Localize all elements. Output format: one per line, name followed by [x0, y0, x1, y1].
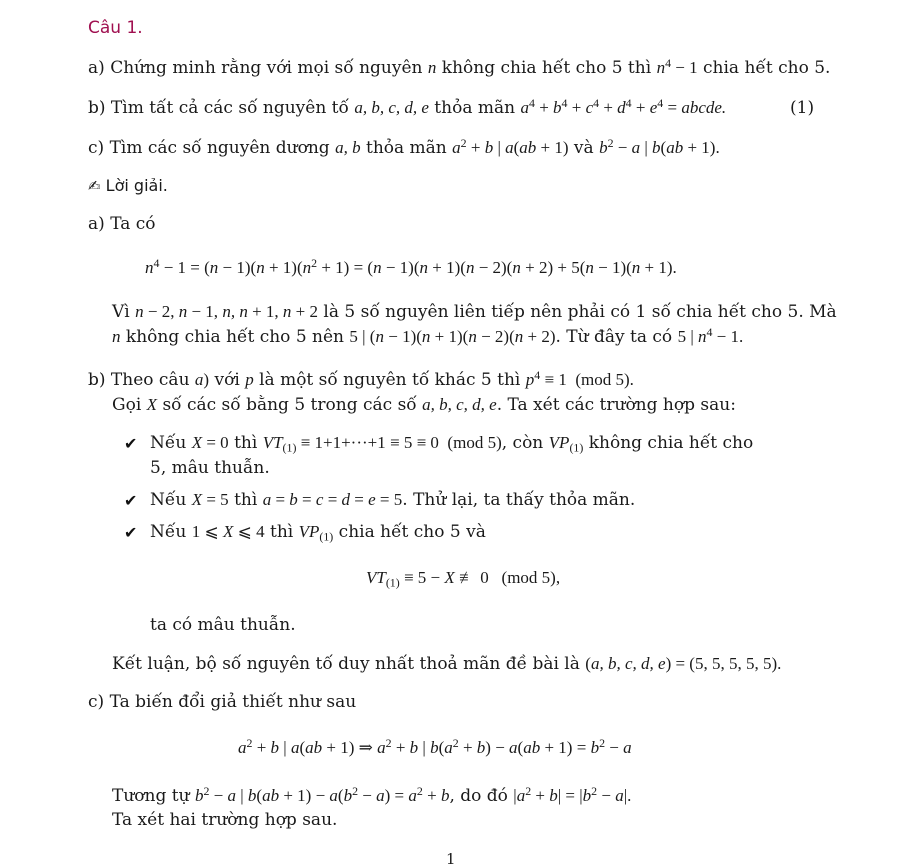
case-3-line: Nếu 1 ⩽ X ⩽ 4 thì $VP_{(1)}$ chia hết cho 5 và — [150, 522, 486, 544]
case-2-text-a: Nếu — [150, 490, 192, 510]
case-2-text-b: thì — [228, 490, 263, 510]
equation-number: (1) — [790, 98, 815, 118]
solution-c-label: c) — [88, 692, 105, 712]
solution-b-label: b) — [88, 370, 106, 390]
question-b-label: b) — [88, 98, 106, 118]
case-1-line-1: Nếu X = 0 thì $VT_{(1)} \equiv 1+1+\cdot\cdot\cdot+1 \equiv 5 \equiv 0$ (mod 5), còn $VP_{(1)}$ không chia hết cho — [150, 433, 754, 455]
case-1-text-d: không chia hết cho — [583, 433, 754, 453]
solution-a-para-1: Vì n − 2, n − 1, n, n + 1, n + 2 là 5 số nguyên liên tiếp nên phải có 1 số chia hết cho 5. Mà — [112, 302, 837, 322]
solution-b-line-2: Gọi X số các số bằng 5 trong các số a, b, c, d, e. Ta xét các trường hợp sau: — [112, 395, 736, 415]
question-c-label: c) — [88, 138, 105, 158]
pencil-icon: ✍ — [88, 177, 101, 195]
solution-title — [88, 176, 168, 195]
solution-c-intro-text: Ta biến đổi giả thiết như sau — [109, 692, 357, 712]
question-c-text-2: thỏa mãn — [360, 138, 453, 158]
case-3-text-b: thì — [264, 522, 299, 542]
case-1-text-c: , còn — [501, 433, 549, 453]
question-c-text-1: Tìm các số nguyên dương — [109, 138, 336, 158]
solution-b-text-1a: Theo câu — [110, 370, 195, 390]
case-3-formula: $VT_{(1)} \equiv 5 - X$ ≢ 0 (mod 5), — [366, 568, 561, 590]
solution-c-text-2: , do đó — [449, 786, 514, 806]
case-3-contradiction: ta có mâu thuẫn. — [150, 615, 296, 635]
solution-a-text-3: không chia hết cho 5 nên — [120, 327, 350, 347]
case-3-text-c: chia hết cho 5 và — [333, 522, 486, 542]
solution-b-text-1b: với — [209, 370, 246, 390]
solution-b-text-1c: là một số nguyên tố khác 5 thì — [253, 370, 526, 390]
solution-b-conclusion: Kết luận, bộ số nguyên tố duy nhất thoả mãn đề bài là (a, b, c, d, e) = (5, 5, 5, 5, 5). — [112, 654, 782, 674]
page-number: 1 — [446, 850, 456, 868]
solution-a-para-2: n không chia hết cho 5 nên 5 | (n − 1)(n + 1)(n − 2)(n + 2). Từ đây ta có 5 | $n^4 - 1$. — [112, 325, 744, 347]
question-a-text-2: không chia hết cho 5 thì — [436, 58, 657, 78]
conclusion-text: Kết luận, bộ số nguyên tố duy nhất thoả mãn đề bài là — [112, 654, 586, 674]
solution-a-formula: $n^4 - 1 = (n - 1)(n + 1)(n^2 + 1) = (n - 1)(n + 1)(n - 2)(n + 2) + 5(n - 1)(n + 1)$. — [145, 256, 677, 277]
case-1-text-a: Nếu — [150, 433, 192, 453]
solution-a-intro — [88, 214, 156, 234]
question-c-text-3: và — [568, 138, 600, 158]
case-2-text-c: . Thử lại, ta thấy thỏa mãn. — [402, 490, 636, 510]
case-1-line-2: 5, mâu thuẫn. — [150, 458, 270, 478]
question-a-text-1: Chứng minh rằng với mọi số nguyên — [110, 58, 428, 78]
solution-b-line-1: b) Theo câu a) với p là một số nguyên tố khác 5 thì $p^4 \equiv 1$ (mod 5). — [88, 368, 634, 390]
question-b-text-2: thỏa mãn — [428, 98, 521, 118]
solution-a-text-1: Vì — [112, 302, 136, 322]
case-1-text-b: thì — [228, 433, 263, 453]
solution-a-text-2: là 5 số nguyên liên tiếp nên phải có 1 số chia hết cho 5. Mà — [318, 302, 837, 322]
question-a: a) Chứng minh rằng với mọi số nguyên n không chia hết cho 5 thì $n^4 - 1$ chia hết cho 5. — [88, 56, 831, 78]
check-icon: ✔ — [124, 434, 138, 453]
case-3-text-a: Nếu — [150, 522, 192, 542]
solution-b-text-2c: . Ta xét các trường hợp sau: — [496, 395, 736, 415]
problem-heading: Câu 1. — [88, 18, 143, 38]
solution-a-label: a) — [88, 214, 105, 234]
solution-c-line-1: Tương tự $b^2 - a$ | $b(ab + 1) - a(b^2 - a) = a^2 + b$, do đó $|a^2 + b| = |b^2 - a|$. — [112, 784, 632, 806]
solution-a-intro-text: Ta có — [110, 214, 156, 234]
solution-a-text-4: . Từ đây ta có — [555, 327, 678, 347]
check-icon: ✔ — [124, 491, 138, 510]
question-b-text-1: Tìm tất cả các số nguyên tố — [110, 98, 355, 118]
solution-b-text-2b: số các số bằng 5 trong các số — [157, 395, 423, 415]
solution-title-text: Lời giải. — [105, 176, 168, 195]
question-b: b) Tìm tất cả các số nguyên tố a, b, c, d, e thỏa mãn $a^4 + b^4 + c^4 + d^4 + e^4$ = abcde. — [88, 96, 727, 118]
case-2-line: Nếu X = 5 thì a = b = c = d = e = 5. Thử lại, ta thấy thỏa mãn. — [150, 490, 636, 510]
check-icon: ✔ — [124, 523, 138, 542]
solution-c-line-2: Ta xét hai trường hợp sau. — [112, 810, 338, 830]
question-c: c) Tìm các số nguyên dương a, b thỏa mãn $a^2 + b$ | a(ab + 1) và $b^2 - a$ | b(ab + 1). — [88, 136, 720, 158]
question-a-label: a) — [88, 58, 105, 78]
question-a-text-3: chia hết cho 5. — [697, 58, 831, 78]
solution-b-text-2a: Gọi — [112, 395, 147, 415]
solution-c-text-1: Tương tự — [112, 786, 195, 806]
solution-c-formula: $a^2 + b$ | a(ab + 1) ⇒ $a^2 + b$ | $b(a^2 + b) - a(ab + 1) = b^2 - a$ — [238, 736, 632, 757]
solution-c-intro — [88, 692, 356, 712]
